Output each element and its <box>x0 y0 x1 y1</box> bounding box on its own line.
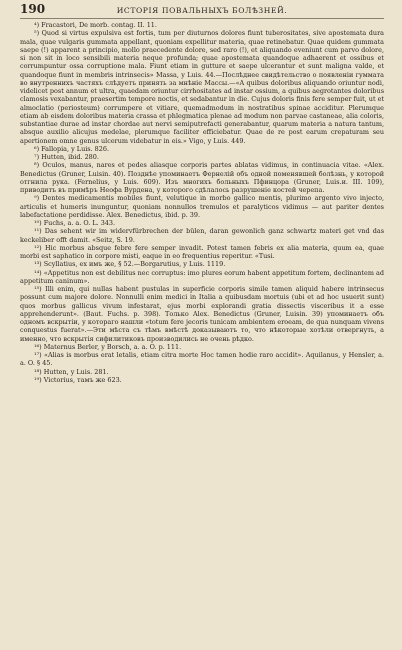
page-number: 190 <box>20 2 46 16</box>
page-header <box>20 2 384 19</box>
footnote-6: ⁶) Fallopia, y Luis. 826. <box>34 144 110 153</box>
footnote-8: ⁸) Oculos, manus, nares et pedes aliasque corporis partes ablatas vidimus, in continuacia vitae. «Alex. Benedictus (Gruner, Luisin. 40). Позднѣе упоминаетъ Фернелій объ одной поменявшей болѣзнь, у которой отгнила рука. (Fernelius, y Luis. 609). Изъ многихъ больныхъ Пфинцора (Gruner, Luis.и. III. 109), приводитъ въ примѣръ Неофа Вурдена, у которого сдѣлалось разрушеніе костей черепа. <box>20 161 384 194</box>
footnote-11: ¹¹) Das sehent wir im widervfürbrechen der bülen, daran gewonlich ganz schwartz materi get vnd das keckeliber offt damit. «Seitz, S. 19. <box>20 227 384 244</box>
footnote-10: ¹⁰) Fuchs, a. a. O. L. 343. <box>34 219 116 227</box>
footnote-4: ⁴) Fracastori, De morb. contag. II. 11. <box>34 21 157 29</box>
footnote-18: ¹⁸) Hutten, y Luis. 281. <box>34 367 109 376</box>
footnote-9: ⁹) Dentes medicamentis mobiles fiunt, velutique in morbo gallico mentis, plurimo argento vivo injecto, articulis et humeris inunguntur, quoniam nonnullos tremulos et paralyticos vidimus — aut pariter dentes labefactatione perdidisse. Alex. Benedictus, ibid. p. 39. <box>20 194 384 219</box>
footnote-19: ¹⁹) Victorius, тамъ же 623. <box>34 375 122 384</box>
footnote-14: ¹⁴) «Appetitus non est debilitus nec corruptus: imo plures eorum habent appetitum fortem, declinantem ad appetitum caninum». <box>20 268 384 285</box>
footnote-12: ¹²) Hic morbus absque febre fere semper invadit. Potest tamen febris ex alia materia, quum ea, quae morbi est saphatico in corpore misti, eaque in eo frequentius reperitur. «Tusi. <box>20 243 384 260</box>
footnote-7: ⁷) Hutten, ibid. 280. <box>34 153 99 161</box>
footnote-13: ¹³) Scyllatius, ex имъ же, § 52.—Borgarutius, y Luis. 1119. <box>34 260 226 269</box>
footnote-15: ¹⁵) Illi enim, qui nullas habent pustulas in superficie corporis simile tamen aliquid habere intrinsecus possunt cum majore dolore. Nonnulli enim medici in Italia a quibusdam mortuis (ubi et ad hoc usuerit sunt) quos morbus gallicus vivum infestarat, ejus morbi explorandi gratia dissectis visceribus it a esse apprehenderunt». (Baut. Fuchs. p. 398). Только Alex. Benedictus (Gruner, Luisin. 39) упоминаетъ объ одномъ вскрытіи, у котораго нашли «totum fere jecoris tunicam ambientem eroeam, de qua nunquam vivens conquestus fuerat».—Эти мѣста съ тѣмъ вмѣстѣ доказываютъ то, что нѣкоторые хотѣли отвергнуть, а именно, что вскрытія сифилитиковъ производились не очень рѣдко. <box>20 285 384 343</box>
footnote-17: ¹⁷) «Alias is morbus erat letalis, etiam citra morte Hoc tamen hodie raro accidit». Aquilanus, y Hensler, a. a. O. § 45. <box>20 351 384 368</box>
running-title: ИСТОРІЯ ПОВАЛЬНЫХЪ БОЛѢЗНЕЙ. <box>116 6 288 15</box>
footnote-16: ¹⁶) Maternus Berler, y Borsch, a. a. O. p. 111. <box>34 342 182 351</box>
footnotes-block <box>20 21 384 384</box>
footnote-5: ⁵) Quod si virtus expulsiva est fortis, tum per diuturnos dolores fiunt tuberositates, sive apostemata dura mala, quae vulgaris gummata appellant, quoniam expellitur materia, quae retinebatur. Quae quidem gummata saepe (!) apparent a principio, mollo praecedente dolore, sed raro (!), et aliquando eveniunt cum parvo dolore, si non sit in loco sensibili materia neque profunda; quae apostemata quandoque adhaerent et ossibus et corrumpuntur ossa corruptione mala. Fiunt etiam in gutture et saepe ulcerantur et sunt maligna valde, et quandoque fiunt in membris intrinsecis» Massa, y Luis. 44.—Послѣднее свидѣтельство о появленіи гуммата во внутреннихъ частяхъ слѣдуетъ принять за мнѣніе Массы.—«A quibus doloribus aliquando oriuntur nodi, videlicet post annum et ultra, quaedam oriuntur cirrhositates ad instar ossium, a quibus aegrotantes doloribus clamosis vexabantur, praesertim tempore noctis, et sedabantur in die. Cujus doloris finis fere semper fuit, ut et almoclatio (periosteum) corrumpere et vitiare, quemadmodum in nostratibus spinae acciditur. Plerumque etiam ab eisdem doloribus materia crassa et phlegmatica plenae ad modum non parvae castaneae, alia coloris, substantiae durae ad instar chordae aut nervi semiputrefacti generabantur, quarum materia a natura tantum, absque auxilio alicujus medelae, plerumque faciliter efficiebatur. Quae de re post earum crepaturam seu apertionem omne genus ulcerum videbatur in eis.» Vigo, y Luis. 449. <box>20 29 384 145</box>
